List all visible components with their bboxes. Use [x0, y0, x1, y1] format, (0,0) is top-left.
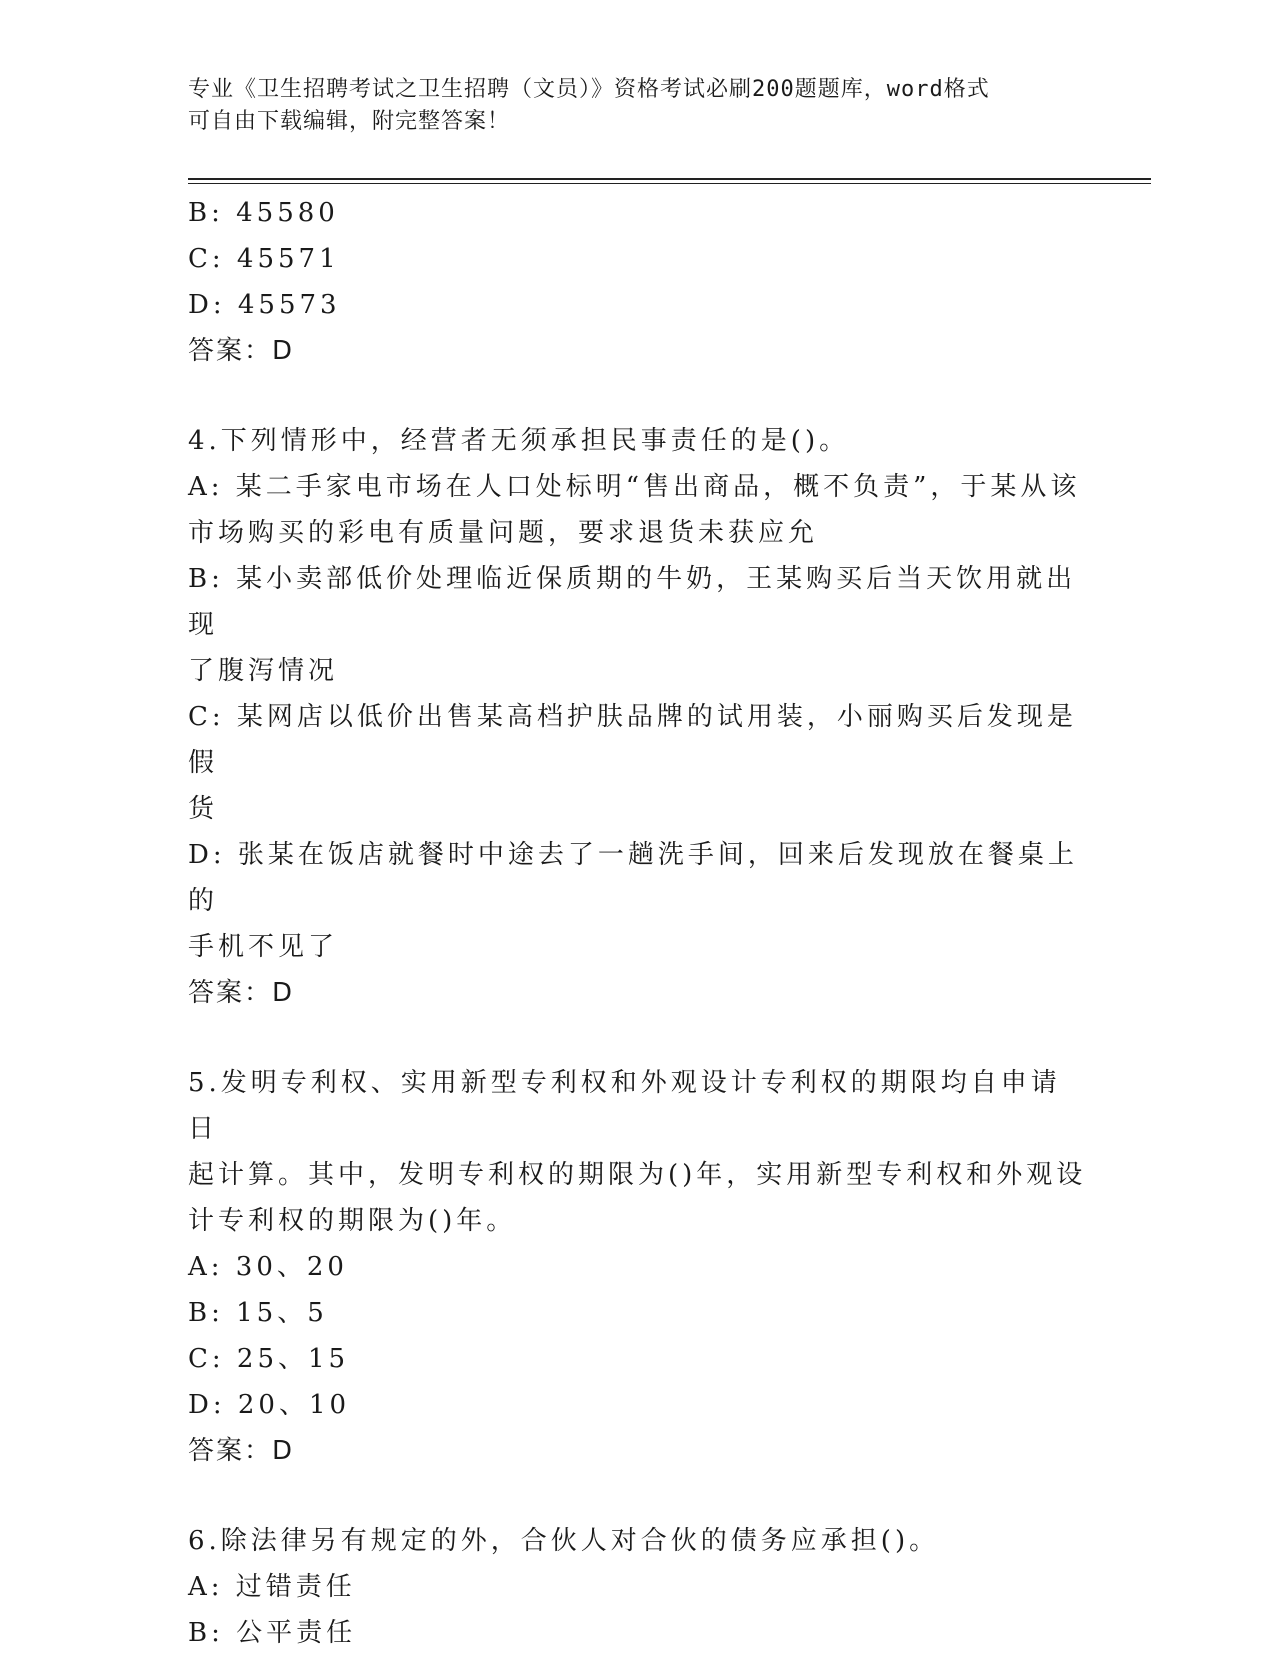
question-3-block	[188, 190, 1088, 374]
q5-question-line-2: 起计算。其中，发明专利权的期限为()年，实用新型专利权和外观设	[188, 1160, 1087, 1190]
q6-option-b: B: 公平责任	[188, 1618, 357, 1648]
q4-option-b-line-1: B: 某小卖部低价处理临近保质期的牛奶，王某购买后当天饮用就出现	[188, 564, 1077, 640]
question-content	[188, 190, 1088, 1656]
q5-answer: 答案：D	[188, 1436, 295, 1466]
q5-option-d: D: 20、10	[188, 1390, 351, 1420]
header-divider-thick	[188, 178, 1151, 180]
spacer	[188, 374, 1088, 418]
question-6-block	[188, 1518, 1088, 1656]
q5-option-c: C: 25、15	[188, 1344, 350, 1374]
q5-question-line-1: 5.发明专利权、实用新型专利权和外观设计专利权的期限均自申请日	[188, 1068, 1061, 1144]
q5-question-line-3: 计专利权的期限为()年。	[188, 1206, 517, 1236]
q4-option-c-line-2: 货	[188, 794, 219, 824]
q3-answer: 答案：D	[188, 336, 295, 366]
page-header	[188, 74, 1068, 138]
q4-option-b-line-2: 了腹泻情况	[188, 656, 339, 686]
q5-option-b: B: 15、5	[188, 1298, 328, 1328]
q4-question: 4.下列情形中，经营者无须承担民事责任的是()。	[188, 426, 850, 456]
q3-option-c: C: 45571	[188, 244, 340, 274]
spacer	[188, 1474, 1088, 1518]
header-title-line-1: 专业《卫生招聘考试之卫生招聘（文员）》资格考试必刷200题题库，word格式	[188, 77, 990, 102]
spacer	[188, 1016, 1088, 1060]
q6-question: 6.除法律另有规定的外，合伙人对合伙的债务应承担()。	[188, 1526, 940, 1556]
q4-option-c-line-1: C: 某网店以低价出售某高档护肤品牌的试用装，小丽购买后发现是假	[188, 702, 1077, 778]
question-5-block	[188, 1060, 1088, 1474]
question-4-block	[188, 418, 1088, 1016]
q3-option-b: B: 45580	[188, 198, 339, 228]
header-divider-thin	[188, 183, 1151, 184]
q6-option-a: A: 过错责任	[188, 1572, 356, 1602]
q5-option-a: A: 30、20	[188, 1252, 348, 1282]
q4-answer: 答案：D	[188, 978, 295, 1008]
q4-option-d-line-1: D: 张某在饭店就餐时中途去了一趟洗手间，回来后发现放在餐桌上的	[188, 840, 1078, 916]
q4-option-a-line-1: A: 某二手家电市场在人口处标明“售出商品，概不负责”，于某从该	[188, 472, 1081, 502]
q4-option-d-line-2: 手机不见了	[188, 932, 339, 962]
q4-option-a-line-2: 市场购买的彩电有质量问题，要求退货未获应允	[188, 518, 819, 548]
q3-option-d: D: 45573	[188, 290, 341, 320]
header-title-line-2: 可自由下载编辑，附完整答案！	[188, 109, 511, 134]
